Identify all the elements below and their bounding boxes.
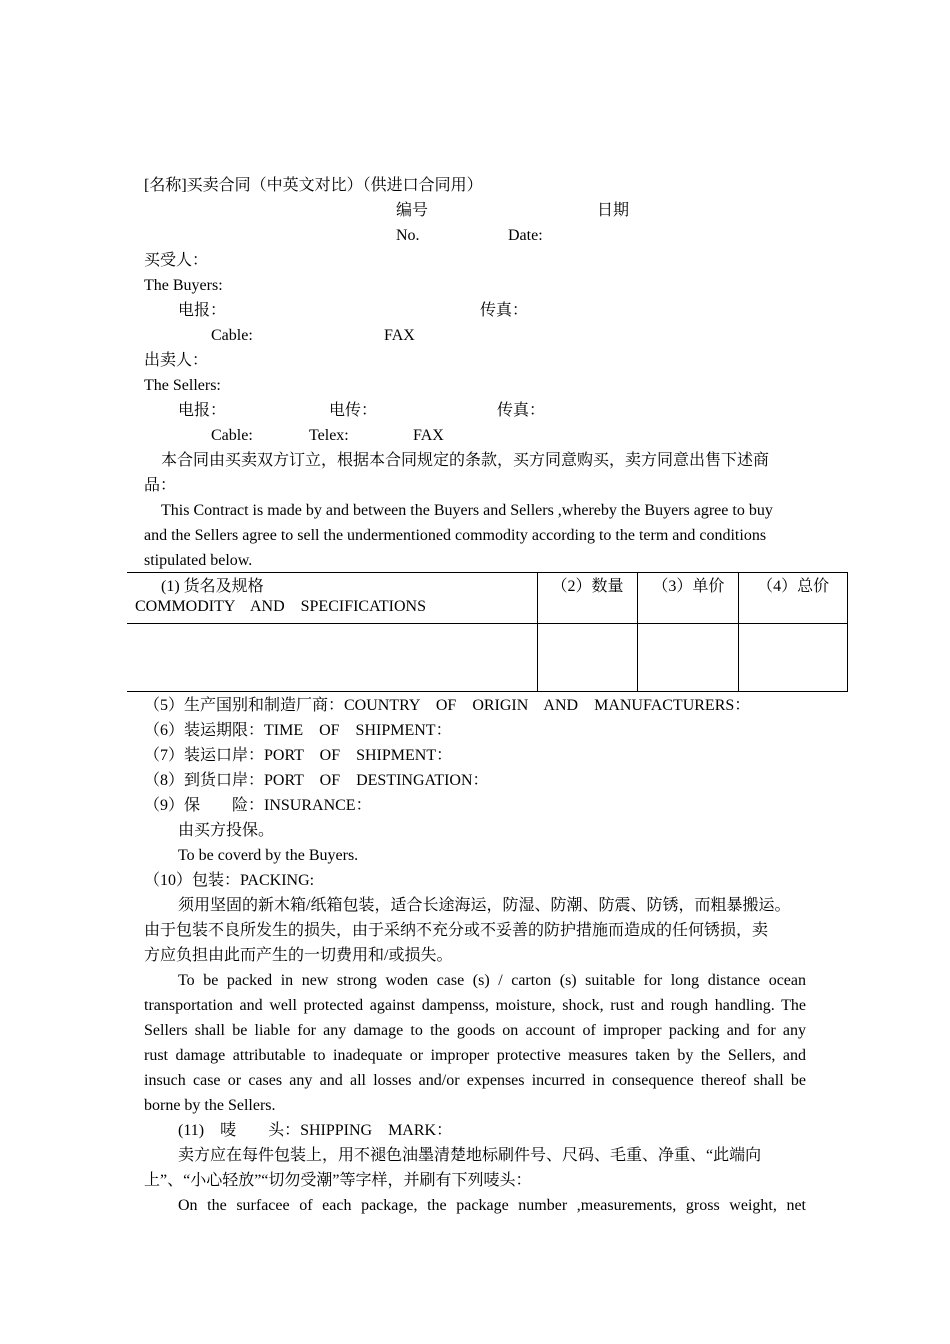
commodity-header-cell: [127, 573, 537, 624]
buyers-fax-cn: 传真：: [480, 302, 529, 319]
clause-10-cn-line-2: 由于包装不良所发生的损失，由于采纳不充分或不妥善的防护措施而造成的任何锈损，卖: [144, 922, 769, 939]
clause-10-en-line-2: transportation and well protected against dampenss, moisture, shock, rust and rough handling. The: [144, 997, 806, 1014]
total-price-header: （4）总价: [757, 578, 830, 595]
table-header-row: [127, 573, 848, 624]
table-row: [127, 624, 848, 692]
date-label-cn: 日期: [597, 202, 630, 219]
quantity-header: （2）数量: [551, 578, 624, 595]
intro-cn-line-2: 品：: [144, 477, 177, 494]
total-price-cell[interactable]: [739, 624, 848, 692]
clause-10-cn-line-1: 须用坚固的新木箱/纸箱包装，适合长途海运，防湿、防潮、防震、防锈，而粗暴搬运。: [178, 897, 791, 914]
intro-cn-line-1: 本合同由买卖双方订立，根据本合同规定的条款，买方同意购买，卖方同意出售下述商: [161, 452, 770, 469]
clause-9: （9）保 险：INSURANCE：: [144, 797, 372, 814]
buyers-fax-en: FAX: [384, 327, 415, 344]
buyers-label-en: The Buyers:: [144, 277, 223, 294]
clause-10-en-line-3: Sellers shall be liable for any damage to the goods on account of improper packing and for any: [144, 1022, 806, 1039]
sellers-telex-en: Telex:: [309, 427, 349, 444]
sellers-label-cn: 出卖人：: [144, 352, 209, 369]
clause-10-cn-line-3: 方应负担由此而产生的一切费用和/或损失。: [144, 947, 453, 964]
clause-8: （8）到货口岸：PORT OF DESTINGATION：: [144, 772, 489, 789]
unit-price-header: （3）单价: [652, 578, 725, 595]
sellers-telex-cn: 电传：: [329, 402, 378, 419]
clause-5: （5）生产国别和制造厂商：COUNTRY OF ORIGIN AND MANUFACTURERS：: [144, 697, 751, 714]
commodity-cell[interactable]: [127, 624, 537, 692]
quantity-cell[interactable]: [537, 624, 638, 692]
clause-11-cn-line-2: 上”、“小心轻放”“切勿受潮”等字样，并刷有下列唛头：: [144, 1172, 532, 1189]
clause-10: （10）包装：PACKING:: [144, 872, 315, 889]
number-label-cn: 编号: [396, 202, 429, 219]
clause-9-cn: 由买方投保。: [178, 822, 275, 839]
intro-en-line-3: stipulated below.: [144, 552, 253, 569]
clause-7: （7）装运口岸：PORT OF SHIPMENT：: [144, 747, 453, 764]
clause-11-en-line-1: On the surfacee of each package, the package number ,measurements, gross weight, net: [178, 1197, 806, 1214]
document-title: [名称]买卖合同（中英文对比）（供进口合同用）: [144, 177, 483, 194]
clause-6: （6）装运期限：TIME OF SHIPMENT：: [144, 722, 452, 739]
sellers-cable-en: Cable:: [211, 427, 253, 444]
commodity-table: [127, 572, 848, 692]
buyers-cable-cn: 电报：: [178, 302, 227, 319]
clause-10-en-line-1: To be packed in new strong woden case (s) / carton (s) suitable for long distance ocean: [178, 972, 806, 989]
intro-en-line-1: This Contract is made by and between the Buyers and Sellers ,whereby the Buyers agree to buy: [161, 502, 773, 519]
intro-en-line-2: and the Sellers agree to sell the undermentioned commodity according to the term and conditions: [144, 527, 767, 544]
clause-11-cn-line-1: 卖方应在每件包装上，用不褪色油墨清楚地标刷件号、尺码、毛重、净重、“此端向: [178, 1147, 762, 1164]
buyers-cable-en: Cable:: [211, 327, 253, 344]
sellers-cable-cn: 电报：: [178, 402, 227, 419]
clause-11: (11) 唛 头：SHIPPING MARK：: [178, 1122, 453, 1139]
number-label-en: No.: [396, 227, 420, 244]
commodity-header-cn: (1) 货名及规格: [161, 578, 264, 595]
quantity-header-cell: [537, 573, 638, 624]
clause-10-en-line-6: borne by the Sellers.: [144, 1097, 276, 1114]
sellers-fax-cn: 传真：: [497, 402, 546, 419]
clause-9-en: To be coverd by the Buyers.: [178, 847, 359, 864]
clause-10-en-line-5: insuch case or cases any and all losses and/or expenses incurred in consequence thereof shall be: [144, 1072, 806, 1089]
unit-price-cell[interactable]: [638, 624, 739, 692]
commodity-header-en: COMMODITY AND SPECIFICATIONS: [135, 598, 426, 615]
sellers-fax-en: FAX: [413, 427, 444, 444]
buyers-label-cn: 买受人：: [144, 252, 209, 269]
total-price-header-cell: [739, 573, 848, 624]
clause-10-en-line-4: rust damage attributable to inadequate or improper protective measures taken by the Sellers, and: [144, 1047, 806, 1064]
unit-price-header-cell: [638, 573, 739, 624]
sellers-label-en: The Sellers:: [144, 377, 221, 394]
date-label-en: Date:: [508, 227, 543, 244]
